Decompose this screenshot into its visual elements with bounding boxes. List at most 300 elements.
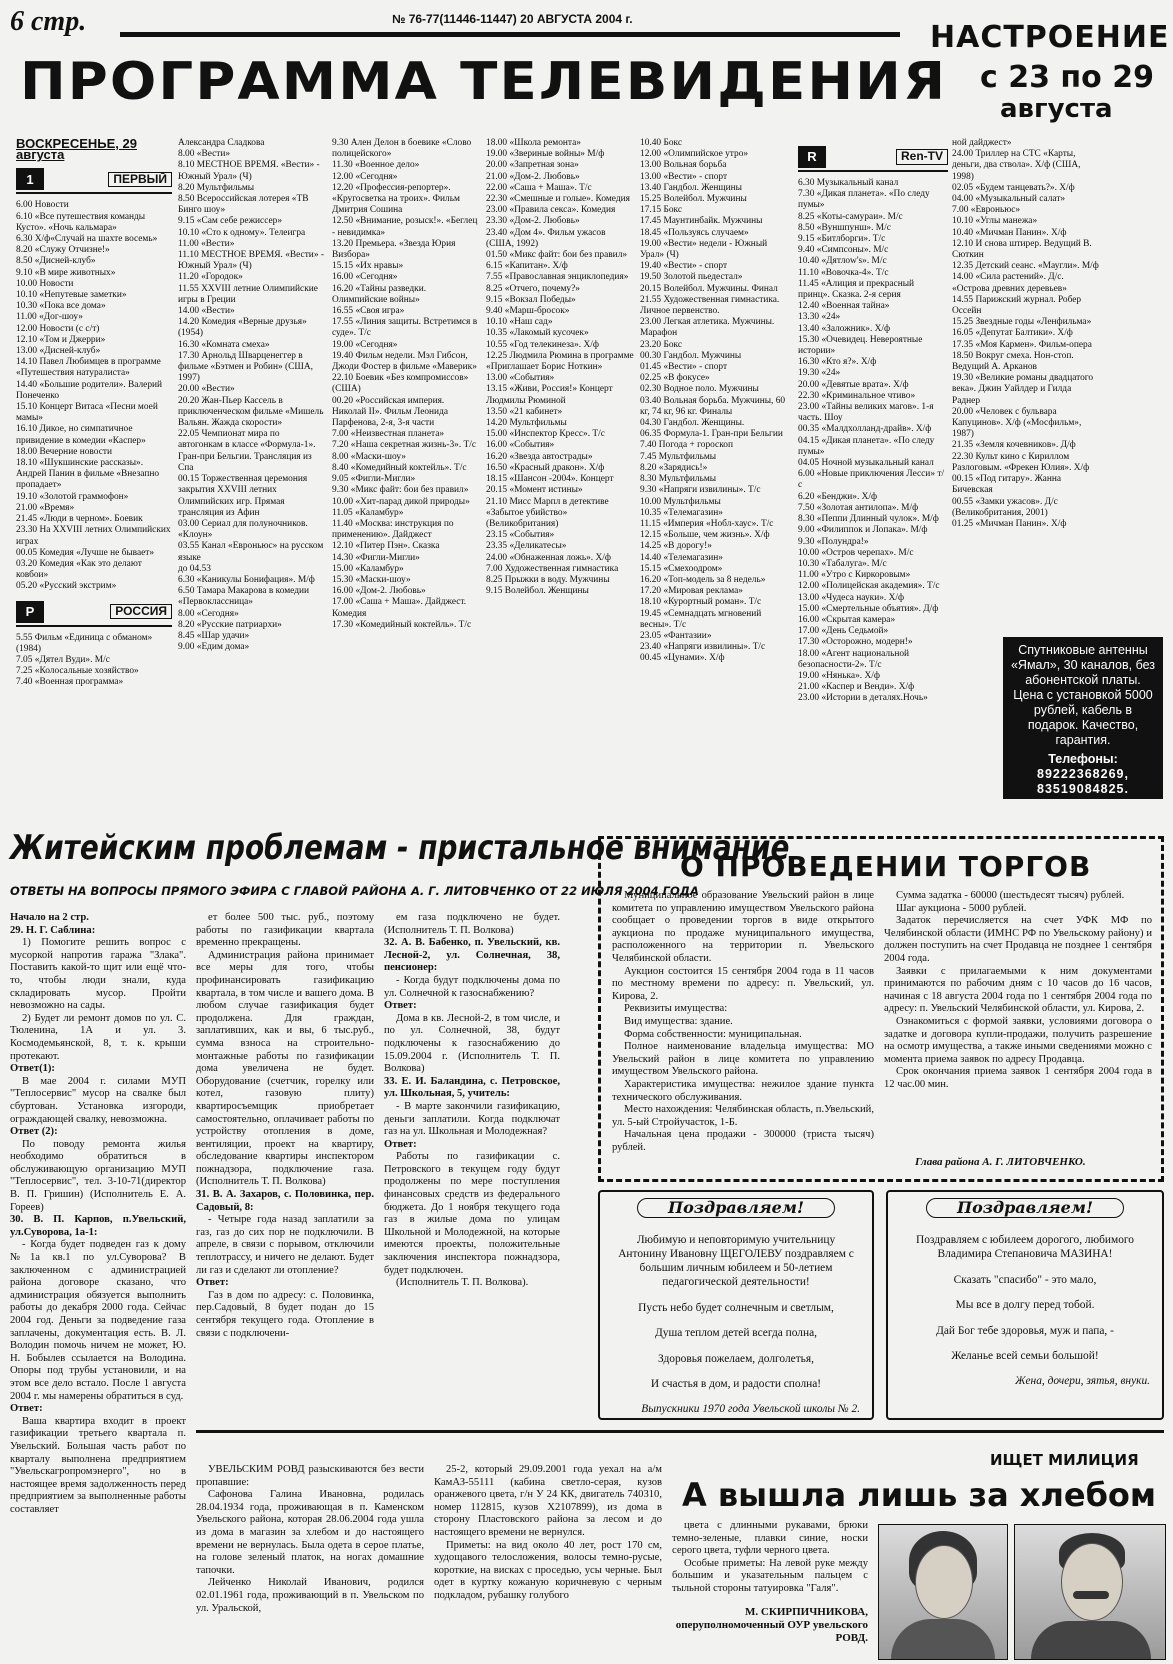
text-line: 18.00 «Агент национальной безопасности-2». Т/с [798, 648, 910, 670]
text-line: 16.20 «Тайны разведки. Олимпийские войны» [332, 283, 427, 305]
text-line: Начало на 2 стр. [10, 912, 89, 923]
text-line: 8.25 Прыжки в воду. Мужчины [486, 574, 610, 585]
text-line: 16.00 «События» [486, 440, 555, 451]
text-line: Ознакомиться с формой заявки, условиями договора о задатке и договора купли-продажи, получить разрешение на осмотр имущества, а также иными сведениями можно с момента приема заявок по адресу Продавца. [884, 1015, 1152, 1065]
page-title: ПРОГРАММА ТЕЛЕВИДЕНИЯ [20, 52, 948, 112]
text-line: 22.30 «Смешные и голые». Комедия [486, 194, 630, 205]
text-line: 6.00 «Новые приключения Лесси» т/с [798, 469, 945, 491]
text-line: Место нахождения: Челябинская область, п.Увельский, ул. 5-ый Стройучасток, 1-Б. [612, 1104, 874, 1128]
text-line: 8.25 «Отчего, почему?» [486, 283, 580, 294]
channel-name: Ren-TV [896, 149, 948, 164]
text-line: 04.15 «Дикая планета». «По следу пумы» [798, 435, 935, 457]
text-line: 9.10 «В мире животных» [16, 267, 116, 278]
text-line: 11.15 «Империя «Нобл-хаус». Т/с [640, 518, 774, 529]
text-line: 6.50 Тамара Макарова в комедии «Первоклассница» [178, 586, 310, 608]
text-line: В мае 2004 г. силами МУП "Теплосервис" мусор на свалке был сбуртован. Установка изгороди, ограждающей свалку, невозможна. [10, 1075, 186, 1125]
channel-one-logo-icon: 1 [16, 168, 44, 190]
text-line: 8.30 Мультфильмы [640, 474, 717, 485]
text-line: 17.30 Арнольд Шварценеггер в фильме «Бэтмен и Робин» (США, 1997) [178, 350, 313, 384]
text-line: 9.30 «Напряги извилины». Т/с [640, 485, 761, 496]
text-line: 18.00 «Школа ремонта» [486, 138, 581, 148]
text-line: 10.00 Мультфильмы [640, 496, 721, 507]
article-column-2 [196, 912, 374, 1339]
auction-column-1 [612, 890, 874, 1172]
text-line: Любимую и неповторимую учительницу Антонину Ивановну ЩЕГОЛЕВУ поздравляем с большим личным юбилеем и 50-летием педагогической деятельности! [618, 1234, 854, 1289]
program-list [332, 138, 480, 631]
text-line: 8.20 «Русские патриархи» [178, 619, 282, 630]
police-column-2 [434, 1464, 662, 1660]
text-line: Ответ (2): [10, 1126, 58, 1138]
text-line: Сказать "спасибо" - это мало, [953, 1273, 1097, 1286]
text-line: 16.10 Дикое, но симпатичное привидение в комедии «Каспер» [16, 424, 146, 446]
text-line: 12.35 Детский сеанс. «Маугли». М/ф [952, 261, 1099, 272]
rossiya-logo-icon: Р [16, 601, 44, 623]
text-line: 12.25 Людмила Рюмина в программе «Приглашает Борис Ноткин» [486, 350, 634, 373]
text-line: 21.35 «Земля кочевников». Д/ф [952, 440, 1076, 451]
text-line: 9.40 «Симпсоны». М/с [798, 245, 889, 256]
text-line: 7.25 «Колосальные хозяйство» [16, 666, 139, 677]
police-signature: М. СКИРПИЧНИКОВА, оперуполномоченный ОУР увельского РОВД. [675, 1606, 868, 1644]
text-line: 22.30 «Криминальное чтиво» [798, 390, 916, 401]
text-line: 15.30 «Очевидец. Невероятные истории» [798, 334, 923, 357]
text-line: 9.30 «Полундра!» [798, 536, 869, 547]
police-text [434, 1464, 662, 1603]
text-line: 13.50 «21 кабинет» [486, 406, 563, 417]
text-line: 9.30 Ален Делон в боевике «Слово полицейского» [332, 138, 472, 160]
text-line: 2) Будет ли ремонт домов по ул. С. Тюленина, 1А и ул. 3. Космодемьянской, 8, т. к. крыши протекают. [10, 1012, 186, 1062]
program-list [952, 138, 1100, 530]
text-line: 03.00 Сериал для полуночников. «Клоун» [178, 518, 308, 541]
text-line: ной дайджест» [952, 138, 1012, 148]
text-line: 32. А. В. Бабенко, п. Увельский, кв. Лесной-2, ул. Солнечная, 38, пенсионер: [384, 937, 560, 974]
text-line: 04.30 Гандбол. Женщины. [640, 418, 745, 429]
text-line: 12.00 «Олимпийское утро» [640, 149, 749, 160]
text-line: 11.00 «Вести» [178, 238, 235, 249]
text-line: 12.00 «Сегодня» [332, 171, 398, 182]
text-line: 03.55 Канал «Евроньюс» на русском языке [178, 541, 324, 563]
text-line: 6.10 «Все путешествия команды Кусто». «Ночь кальмара» [16, 211, 146, 233]
text-line: - Когда будет подведен газ к дому №1а кв.1 по ул.Суворова? В заключенном с администрацией района договоре сказано, что администрация обязуется выполнить работы до декабря 2000 года. Сейчас 2004 год. Деньги за подведение газа заплачены, документация есть. В. Л. Володин помочь ничем не может, Ю. Н. Бобылев ссылается на Володина. Опоры под трубы установили, и на этом все дело встало. После 1 августа 2004 г. мы намерены обратиться в суд. [10, 1239, 186, 1402]
text-line: Ваша квартира входит в проект газификации третьего квартала п. Увельский. Большая часть работ по кварталу выполнена предприятием "Увельскагропромэнерго", но в настоящее время задолженность перед предприятием за выполненные работы составляет [10, 1415, 186, 1515]
auction-column-2 [884, 890, 1152, 1150]
text-line: 23.20 Бокс [640, 339, 682, 350]
text-line: 23.30 «Дом-2. Любовь» [486, 216, 580, 227]
congratulation-text [900, 1233, 1150, 1363]
text-line: 10.55 «Год телекинеза». Х/ф [486, 339, 599, 350]
text-line: 14.40 «Телемагазин» [640, 552, 723, 563]
text-line: 00.45 «Цунами». Х/ф [640, 653, 725, 664]
text-line: 5.55 Фильм «Единица с обманом» (1984) [16, 632, 153, 654]
text-line: 7.00 «Неизвестная планета» [332, 429, 445, 440]
text-line: Мы все в долгу перед тобой. [955, 1299, 1095, 1312]
text-line: 11.10 «Вовочка-4». Т/с [798, 267, 889, 278]
text-line: 21.55 Художественная гимнастика. Личное первенство. [640, 294, 780, 317]
text-line: 23.40 «Дом 4». Фильм ужасов (США, 1992) [486, 227, 606, 249]
program-list [640, 138, 790, 665]
day-heading: ВОСКРЕСЕНЬЕ, 29 августа [16, 136, 137, 163]
text-line: 11.30 «Военное дело» [332, 160, 420, 171]
text-line: 23.15 «События» [486, 530, 555, 541]
text-line: 00.35 «Малдхолланд-драйв». Х/ф [798, 424, 932, 435]
text-line: 8.30 «Пеппи Длинный чулок». М/ф [798, 514, 939, 525]
text-line: Администрация района принимает все меры для того, чтобы профинансировать газификацию квартала, в том числе и вашего дома. В любом случае газификация будет продолжена. Для граждан, заплативших, как и вы, 6 тыс.руб., сумма взноса на строительно-монтажные работы по газификации дома увеличена не будет. Оборудование (счетчик, горелку или котел, газовую плиту) квартиросъемщик приобретает самостоятельно, оплачивает работы по устройству отопления в доме, вентиляции, проект на квартиру, обследование квартиры инспектором пожнадзора, подключение газа. (Исполнитель Т. П. Волкова) [196, 949, 374, 1188]
text-line: 23.30 На XXVIII летних Олимпийских играх [16, 525, 171, 547]
text-line: 17.20 «Мировая реклама» [640, 586, 743, 597]
text-line: 16.30 «Кто я?». Х/ф [798, 357, 877, 368]
article-text [10, 912, 186, 1517]
text-line: 13.40 «Заложник». Х/ф [798, 323, 891, 334]
text-line: 10.35 «Лакомый кусочек» [486, 328, 589, 339]
text-line: 16.55 «Своя игра» [332, 306, 405, 317]
congratulation-from: Выпускники 1970 года Увельской школы № 2. [641, 1403, 860, 1416]
tv-column-3 [332, 138, 480, 806]
text-line: Ответ(1): [10, 1063, 55, 1075]
text-line: 7.40 «Военная программа» [16, 677, 124, 688]
tv-column-1 [16, 138, 172, 806]
text-line: 10.00 «Остров черепах». М/с [798, 547, 914, 558]
text-line: 20.20 Жан-Пьер Кассель в приключенческом фильме «Мишель Вальян. Жажда скорости» [178, 395, 324, 429]
text-line: 19.00 «Нянька». Х/ф [798, 670, 880, 681]
program-list [16, 633, 172, 689]
program-list [486, 138, 634, 597]
text-line: Приметы: на вид около 40 лет, рост 170 см, худощавого телосложения, волосы темно-русые, короткие, на висках с проседью, усы черные. Был одет в куртку кожаную коричневую с черным подкладом, рубашку голубого [434, 1539, 662, 1601]
text-line: 01.25 «Мичман Панин». Х/ф [952, 518, 1067, 529]
text-line: 13.00 «Вести» - спорт [640, 171, 728, 182]
satellite-ad [1003, 637, 1163, 799]
text-line: 21.10 Мисс Марпл в детективе «Забытое убийство» (Великобритания) [486, 496, 609, 529]
text-line: Работы по газификации с. Петровского в текущем году будут продолжены по мере поступления финансовых средств из федерального бюджета. До 1 ноября текущего года газ в жилые дома по улицам Школьной и Молодежной, на которые имеются проекты, положительные заключения инспектора пожнадзора, будет подключен. [384, 1151, 560, 1276]
text-line: 21.45 «Люди в черном». Боевик [16, 514, 143, 525]
text-line: 03.40 Вольная борьба. Мужчины, 60 кг, 74 кг, 96 кг. Финалы [640, 395, 786, 417]
text-line: 12.10 «Том и Джерри» [16, 334, 106, 345]
text-line: 6.15 «Капитан». Х/ф [486, 261, 568, 272]
text-line: 6.30 Музыкальный канал [798, 178, 899, 188]
text-line: Форма собственности: муниципальная. [624, 1028, 802, 1040]
text-line: Сафонова Галина Ивановна, родилась 28.04.1934 года, проживающая в п. Каменском Увельского района, которая 28.06.2004 года ушла из дома в магазин за хлебом и до настоящего времени не вернулась. Была одета в серое платье, на голове зеленый платок, на ногах домашние тапочки. [196, 1489, 424, 1576]
text-line: 1) Помогите решить вопрос с мусоркой напротив гаража "Злака". Поставить какой-то щит или ещё что-то, чтобы люди знали, куда складировать мусор. Пройти невозможно на сады. [10, 937, 186, 1012]
text-line: 10.00 Новости [16, 278, 74, 289]
text-line: 01.50 «Микс файт: бои без правил» [486, 250, 628, 261]
text-line: И счастья в дом, и радости сполна! [650, 1377, 822, 1390]
text-line: 15.15 «Смехоодром» [640, 563, 723, 574]
text-line: Ответ: [196, 1277, 229, 1289]
text-line: 10.40 «Дятлоw's». М/с [798, 256, 887, 267]
text-line: 15.30 «Маски-шоу» [332, 574, 411, 585]
text-line: 22.05 Чемпионат мира по автогонкам в классе «Формула-1». Гран-при Бельгии. Трансляция из Спа [178, 429, 316, 473]
text-line: 13.00 «События» [486, 373, 555, 384]
text-line: 17.00 «День Седьмой» [798, 626, 889, 637]
auction-title: О ПРОВЕДЕНИИ ТОРГОВ [680, 850, 1092, 883]
text-line: 11.00 «Дог-шоу» [16, 312, 83, 323]
text-line: 21.00 «Время» [16, 502, 75, 513]
text-line: 13.00 «Чудеса науки». Х/ф [798, 592, 905, 603]
face-shape [1061, 1543, 1123, 1621]
text-line: 17.30 «Комедийный коктейль». Т/с [332, 619, 472, 630]
text-line: 00.15 Торжественная церемония закрытия XXVIII летних Олимпийских игр. Прямая трансляция из Афин [178, 474, 308, 518]
text-line: 9.40 «Марш-бросок» [486, 306, 570, 317]
text-line: 11.55 XXVIII летние Олимпийские игры в Греции [178, 283, 318, 305]
text-line: 9.30 «Микс файт: бои без правил» [332, 485, 469, 496]
text-line: 6.20 «Бенджи». Х/ф [798, 491, 878, 502]
text-line: Дай Бог тебе здоровья, муж и папа, - [936, 1324, 1114, 1337]
text-line: 18.00 Вечерние новости [16, 446, 112, 457]
mustache-shape [1073, 1591, 1109, 1599]
text-line: (Исполнитель Т. П. Волкова). [396, 1277, 529, 1289]
text-line: 10.40 Бокс [640, 138, 682, 148]
text-line: 15.00 «Каламбур» [332, 563, 404, 574]
text-line: 22.30 Культ кино с Кириллом Разлоговым. «Фрекен Юлия». Х/ф [952, 451, 1090, 473]
text-line: 16.00 «Сегодня» [332, 272, 398, 283]
text-line: 04.05 Ночной музыкальный канал [798, 458, 934, 469]
text-line: 10.30 «Табалуга». М/с [798, 558, 887, 569]
text-line: 7.05 «Дятел Вуди». М/с [16, 654, 110, 665]
text-line: 14.20 Мультфильмы [486, 418, 567, 429]
text-line: Ответ: [384, 1000, 417, 1012]
face-shape [915, 1545, 973, 1619]
text-line: 7.55 «Православная энциклопедия» [486, 272, 629, 283]
text-line: 01.45 «Вести» - спорт [640, 362, 728, 373]
text-line: 10.30 «Пока все дома» [16, 301, 106, 312]
ad-phones: 89222368269, 83519084825. [1037, 767, 1129, 796]
text-line: 17.30 «Осторожно, модерн!» [798, 637, 913, 648]
article-title: Житейским проблемам - пристальное внимание [10, 828, 790, 868]
program-list [798, 178, 948, 705]
text-line: 19.40 Фильм недели. Мэл Гибсон, Джоди Фостер в фильме «Маверик» [332, 350, 477, 373]
text-line: 14.40 «Большие родители». Валерий Понеченко [16, 379, 163, 401]
text-line: 7.00 Художественная гимнастика [486, 563, 619, 574]
text-line: Шаг аукциона - 5000 рублей. [896, 902, 1027, 914]
text-line: 14.55 Парижский журнал. Робер Оссейн [952, 294, 1082, 317]
text-line: 9.00 «Филиппок и Лопака». М/ф [798, 525, 928, 536]
header-rule [120, 32, 900, 37]
text-line: 29. Н. Г. Саблина: [10, 924, 96, 936]
text-line: 22.10 Боевик «Без компромиссов» (США) [332, 373, 469, 395]
police-rule [196, 1430, 1164, 1433]
text-line: 21.00 «Каспер и Венди». Х/ф [798, 682, 915, 693]
text-line: 9.15 «Вокзал Победы» [486, 294, 576, 305]
text-line: Ответ: [10, 1403, 43, 1415]
text-line: 6.30 Х/ф«Случай на шахте восемь» [16, 234, 158, 245]
auction-text [612, 890, 874, 1154]
text-line: 7.20 «Наша секретная жизнь-3». Т/с [332, 440, 477, 451]
text-line: 19.00 «Сегодня» [332, 339, 398, 350]
section-title: НАСТРОЕНИЕ [930, 20, 1170, 55]
text-line: 19.30 «Великие романы двадцатого века». Джин Уайлдер и Гилда Раднер [952, 373, 1094, 406]
text-line: 8.00 «Вести» [178, 149, 231, 160]
text-line: 02.05 «Будем танцевать?». Х/ф [952, 182, 1075, 193]
article-text [196, 912, 374, 1340]
text-line: Газ в дом по адресу: с. Половинка, пер.Садовый, 8 будет подан до 15 сентября текущего года. Отопление в связи с подключени- [196, 1289, 374, 1339]
text-line: 25-2, который 29.09.2001 года уехал на а/м КамАЗ-55111 (кабина светло-серая, кузов оранжевого цвета, г/н У 24 КК, двигатель 740310, номер 112815, кузов Х2107899), из дома в сторону Пластовского района за лесом и до настоящего времени не вернулся. [434, 1464, 662, 1538]
text-line: 9.15 «Битлборги». Т/с [798, 234, 886, 245]
ad-phones-label: Телефоны: [1048, 752, 1118, 766]
text-line: Ответ: [384, 1138, 417, 1150]
text-line: Александра Сладкова [178, 138, 265, 148]
text-line: 23.00 «Истории в деталях.Ночь» [798, 693, 928, 704]
text-line: 9.15 Волейбол. Женщины [486, 586, 589, 597]
text-line: Сумма задатка - 60000 (шестьдесят тысяч) рублей. [896, 890, 1125, 901]
text-line: 30. В. П. Карпов, п.Увельский, ул.Суворова, 1а-1: [10, 1214, 186, 1238]
text-line: 8.45 «Шар удачи» [178, 630, 250, 641]
text-line: 11.10 МЕСТНОЕ ВРЕМЯ. «Вести» - Южный Урал» (Ч) [178, 250, 324, 272]
text-line: 11.05 «Каламбур» [332, 507, 404, 518]
text-line: 15.00 «Инспектор Кресс». Т/с [486, 429, 605, 440]
article-text [384, 912, 560, 1290]
congratulation-text [612, 1233, 860, 1391]
text-line: 14.30 «Фигли-Мигли» [332, 552, 420, 563]
date-range: с 23 по 29 [980, 60, 1154, 95]
text-line: 6.30 «Каникулы Бонифация». М/ф [178, 574, 315, 585]
text-line: цвета с длинными рукавами, брюки темно-зеленые, плавки синие, носки серого цвета, туфли черного цвета. [672, 1520, 868, 1557]
text-line: 11.40 «Москва: инструкция по применению». Дайджест [332, 518, 454, 541]
text-line: Начальная цена продажи - 300000 (триста тысяч) рублей. [612, 1129, 874, 1153]
text-line: 18.45 «Пользуясь случаем» [640, 227, 749, 238]
text-line: 12.00 Новости (с с/т) [16, 323, 100, 334]
tv-column-4 [486, 138, 634, 806]
text-line: 18.15 «Шансон -2004». Концерт [486, 474, 614, 485]
text-line: 9.15 «Сам себе режиссер» [178, 216, 283, 227]
text-line: 03.20 Комедия «Как это делают ковбои» [16, 558, 142, 581]
text-line: 16.50 «Красный дракон». Х/ф [486, 462, 605, 473]
text-line: 7.40 Погода + гороскоп [640, 440, 733, 451]
text-line: 7.30 «Дикая планета». «По следу пумы» [798, 189, 930, 211]
text-line: 00.15 «Под гитару». Жанна Бичевская [952, 474, 1062, 496]
text-line: 23.00 «Правила секса». Комедия [486, 205, 616, 216]
text-line: 15.10 Концерт Витаса «Песни моей мамы» [16, 402, 158, 424]
text-line: 18.10 «Шукшинские рассказы». Андрей Панин в фильме «Внезапно пропадает» [16, 458, 160, 491]
text-line: 14.20 Комедия «Верные друзья» (1954) [178, 317, 307, 339]
text-line: 14.00 «Вести» [178, 306, 235, 317]
text-line: 21.00 «Дом-2. Любовь» [486, 171, 580, 182]
text-line: 12.20 «Профессия-репортер». «Кругосветка на троих». Фильм Дмитрия Сошина [332, 182, 460, 216]
channel-header-perviy [16, 166, 172, 194]
channel-name: ПЕРВЫЙ [108, 172, 172, 187]
police-column-3 [672, 1520, 868, 1600]
text-line: Аукцион состоится 15 сентября 2004 года в 11 часов по местному времени по адресу: п. Увельский, ул. Кирова, 2. [612, 965, 874, 1002]
ad-text: Спутниковые антенны «Ямал», 30 каналов, без абонентской платы. Цена с установкой 5000 рублей, кабель в подарок. Качество, гарантия. [1010, 643, 1156, 747]
text-line: 8.25 «Коты-самураи». М/с [798, 211, 903, 222]
text-line: УВЕЛЬСКИМ РОВД разыскиваются без вести пропавшие: [196, 1464, 424, 1488]
text-line: Реквизиты имущества: [624, 1003, 728, 1015]
text-line: 6.00 Новости [16, 200, 69, 211]
issue-line: № 76-77(11446-11447) 20 АВГУСТА 2004 г. [392, 12, 633, 26]
text-line: 12.50 «Внимание, розыск!». «Беглец - невидимка» [332, 216, 478, 238]
text-line: ем газа подключено не будет. (Исполнитель Т. П. Волкова) [384, 912, 560, 936]
text-line: Желанье всей семьи большой! [951, 1349, 1099, 1362]
channel-name: РОССИЯ [110, 604, 172, 619]
text-line: 23.40 «Напряги извилины». Т/с [640, 642, 766, 653]
text-line: 11.45 «Алиция и прекрасный принц». Сказка. 2-я серия [798, 278, 915, 301]
text-line: 12.00 «Полицейская академия». Т/с [798, 581, 940, 592]
text-line: 10.10 «Непутевые заметки» [16, 290, 127, 301]
rentv-logo-icon: R [798, 146, 826, 168]
text-line: 16.20 «Звезда автострады» [486, 451, 593, 462]
text-line: - Четыре года назад заплатили за газ, газ до сих пор не подключили. В апреле, в связи с порывом, отключили теплотрассу, и ничего не делают. Будет ли газ и сделают ли отопление? [196, 1214, 374, 1276]
text-line: 10.10 «Углы манежа» [952, 216, 1038, 227]
text-line: 00.05 Комедия «Лучше не бывает» [16, 547, 155, 558]
text-line: 8.10 МЕСТНОЕ ВРЕМЯ. «Вести» - Южный Урал» (Ч) [178, 160, 320, 182]
text-line: 8.20 «Служу Отчизне!» [16, 245, 110, 256]
text-line: 10.10 «Наш сад» [486, 317, 553, 328]
text-line: до 04.53 [178, 563, 211, 574]
text-line: 14.25 «В дорогу!» [640, 541, 712, 552]
text-line: 20.15 «Момент истины» [486, 485, 583, 496]
text-line: 17.15 Бокс [640, 205, 682, 216]
congratulation-title: Поздравляем! [926, 1198, 1124, 1218]
text-line: 16.05 «Депутат Балтики». Х/ф [952, 328, 1073, 339]
congratulation-card-2 [886, 1190, 1164, 1420]
text-line: Срок окончания приема заявок 1 сентября 2004 года в 12 час.00 мин. [884, 1066, 1152, 1090]
text-line: 17.35 «Моя Кармен». Фильм-опера [952, 339, 1092, 350]
text-line: 16.20 «Топ-модель за 8 недель» [640, 574, 766, 585]
text-line: 18.10 «Курортный роман». Т/с [640, 597, 762, 608]
text-line: 19.10 «Золотой граммофон» [16, 491, 129, 502]
text-line: 13.00 Вольная борьба [640, 160, 727, 171]
text-line: Дома в кв. Лесной-2, в том числе, и по ул. Солнечной, 38, будут подключены к газоснабжению до 15.09.2004 г. (Исполнитель Т. П. Волкова) [384, 1012, 560, 1075]
text-line: 10.35 «Телемагазин» [640, 507, 723, 518]
text-line: 20.00 «Запретная зона» [486, 160, 579, 171]
missing-man-photo [1014, 1524, 1166, 1660]
congratulation-title: Поздравляем! [637, 1198, 835, 1218]
text-line: ет более 500 тыс. руб., поэтому работы по газификации квартала временно прекращены. [196, 912, 374, 949]
text-line: 7.00 «Евроньюс» [952, 205, 1021, 216]
tv-column-5 [640, 138, 790, 806]
page-number: 6 стр. [10, 6, 87, 37]
text-line: 15.25 Волейбол. Мужчины [640, 194, 747, 205]
text-line: Вид имущества: здание. [624, 1015, 733, 1027]
text-line: 18.50 Вокруг смеха. Нон-стоп. Ведущий А. Арканов [952, 350, 1074, 373]
text-line: 13.00 «Дисней-клуб» [16, 346, 101, 357]
text-line: 22.00 «Саша + Маша». Т/с [486, 182, 592, 193]
text-line: 15.25 Звездные годы «Ленфильма» [952, 317, 1092, 328]
text-line: 7.45 Мультфильмы [640, 451, 717, 462]
article-column-3 [384, 912, 560, 1332]
text-line: 10.10 «Сто к одному». Телеигра [178, 227, 306, 238]
text-line: 24.00 «Обнаженная ложь». Х/ф [486, 552, 611, 563]
text-line: 8.20 Мультфильмы [178, 182, 255, 193]
police-article-title: А вышла лишь за хлебом [682, 1476, 1157, 1514]
program-list [16, 200, 172, 592]
text-line: 20.00 «Девятые врата». Х/ф [798, 379, 909, 390]
channel-header-rossiya [16, 599, 172, 627]
text-line: 12.10 «Питер Пэн». Сказка [332, 541, 440, 552]
shoulders-shape [1031, 1621, 1151, 1659]
text-line: 11.20 «Городок» [178, 272, 243, 283]
text-line: 13.40 Гандбол. Женщины [640, 182, 742, 193]
missing-woman-photo [878, 1524, 1008, 1660]
text-line: 24.00 Триллер на СТС «Карты, деньги, два ствола». Х/ф (США, 1998) [952, 149, 1081, 182]
text-line: 8.00 «Сегодня» [178, 608, 239, 619]
text-line: 19.00 «Вести» недели - Южный Урал» (Ч) [640, 238, 768, 261]
auction-text [884, 890, 1152, 1092]
text-line: 23.35 «Деликатесы» [486, 541, 567, 552]
text-line: 23.00 «Тайны великих магов». 1-я часть. Шоу [798, 402, 934, 424]
text-line: 9.00 «Едим дома» [178, 642, 250, 653]
date-range-month: августа [1000, 94, 1113, 124]
text-line: 14.00 «Сила растений». Д/с. «Острова древних деревьев» [952, 272, 1067, 294]
text-line: 8.50 «Дисней-клуб» [16, 256, 96, 267]
text-line: - Когда будут подключены дома по ул. Солнечной к газоснабжению? [384, 974, 560, 999]
text-line: Пусть небо будет солнечным и светлым, [638, 1301, 834, 1314]
text-line: 19.00 «Звериные войны» М/ф [486, 149, 605, 160]
tv-column-2 [178, 138, 324, 806]
text-line: 12.10 И снова штирер. Ведущий В. Сюткин [952, 238, 1092, 261]
text-line: 19.40 «Вести» - спорт [640, 261, 728, 272]
text-line: - В марте закончили газификацию, деньги заплатили. Когда подключат газ на ул. Школьная и Молодежная? [384, 1100, 560, 1138]
text-line: 8.50 «Вуншпунш». М/с [798, 222, 891, 233]
congratulation-card-1 [598, 1190, 874, 1420]
congratulation-from: Жена, дочери, зятья, внуки. [1015, 1375, 1150, 1388]
